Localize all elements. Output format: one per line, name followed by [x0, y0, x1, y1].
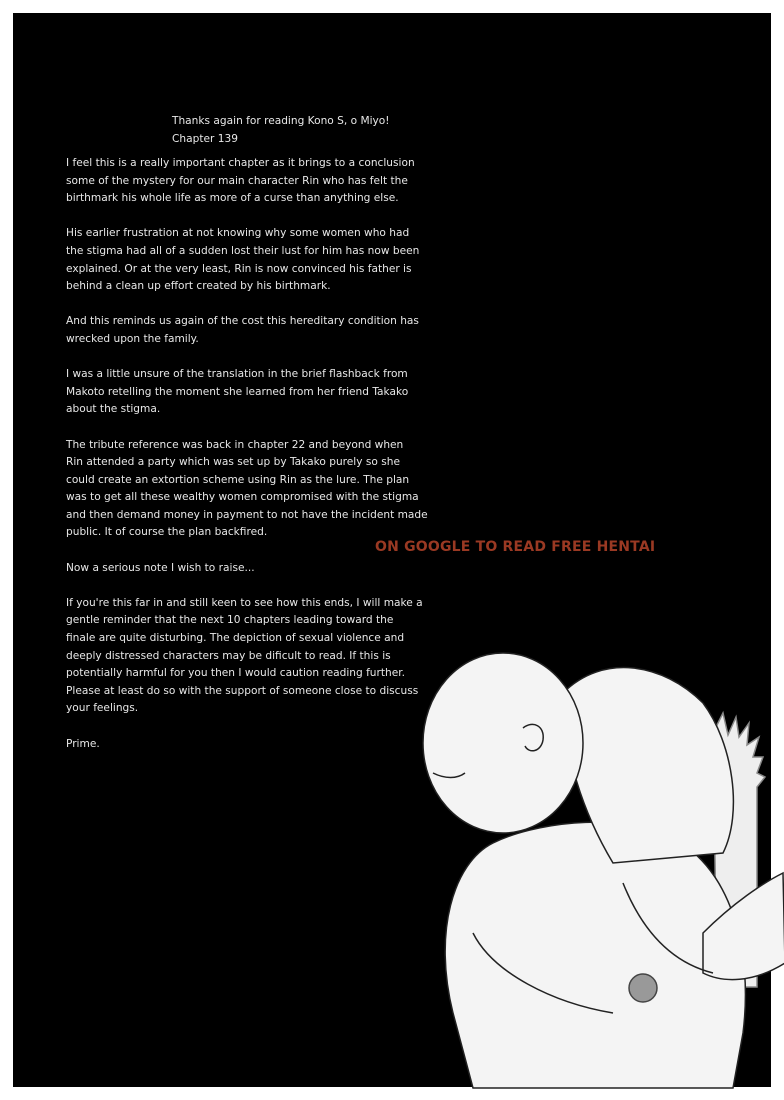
note-line: His earlier frustration at not knowing why some women who had: [66, 227, 410, 240]
note-line: and then demand money in payment to not have the incident made: [66, 508, 428, 521]
note-line: some of the mystery for our main character Rin who has felt the: [66, 174, 408, 187]
note-line: Please at least do so with the support of someone close to discuss: [66, 684, 419, 697]
note-line: about the stigma.: [66, 403, 161, 416]
note-line: behind a clean up effort created by his birthmark.: [66, 280, 331, 293]
note-line: the stigma had all of a sudden lost their lust for him has now been: [66, 244, 420, 257]
note-paragraph: [66, 366, 428, 419]
note-line: deeply distressed characters may be dificult to read. If this is: [66, 649, 391, 662]
note-line: gentle reminder that the next 10 chapters leading toward the: [66, 614, 394, 627]
note-line: could create an extortion scheme using Rin as the lure. The plan: [66, 473, 410, 486]
note-line: explained. Or at the very least, Rin is now convinced his father is: [66, 262, 412, 275]
note-line: wrecked upon the family.: [66, 332, 199, 345]
note-line: I was a little unsure of the translation in the brief flashback from: [66, 368, 408, 381]
note-line: your feelings.: [66, 702, 139, 715]
note-paragraph: [66, 560, 428, 578]
heading-chapter: Chapter 139: [172, 132, 238, 145]
note-line: finale are quite disturbing. The depiction of sexual violence and: [66, 632, 405, 645]
note-line: Now a serious note I wish to raise...: [66, 561, 255, 574]
note-paragraph: [66, 313, 428, 348]
note-line: public. It of course the plan backfired.: [66, 526, 268, 539]
note-line: Makoto retelling the moment she learned from her friend Takako: [66, 385, 409, 398]
note-line: And this reminds us again of the cost this hereditary condition has: [66, 315, 419, 328]
note-line: potentially harmful for you then I would caution reading further.: [66, 667, 406, 680]
note-line: birthmark his whole life as more of a curse than anything else.: [66, 192, 399, 205]
note-heading: [172, 113, 390, 148]
note-line: The tribute reference was back in chapter 22 and beyond when: [66, 438, 404, 451]
note-paragraph: [66, 437, 428, 543]
note-paragraph: [66, 595, 428, 718]
note-paragraph: [66, 225, 428, 295]
watermark: ON GOOGLE TO READ FREE HENTAI: [375, 539, 656, 555]
note-line: If you're this far in and still keen to see how this ends, I will make a: [66, 596, 423, 609]
baby-illustration: [413, 633, 784, 1093]
note-paragraph: [66, 736, 428, 754]
note-line: Prime.: [66, 737, 100, 750]
note-paragraph: [66, 155, 428, 208]
note-line: I feel this is a really important chapter as it brings to a conclusion: [66, 157, 415, 169]
heading-title: Thanks again for reading Kono S, o Miyo!: [172, 115, 390, 127]
note-line: Rin attended a party which was set up by Takako purely so she: [66, 456, 401, 469]
note-line: was to get all these wealthy women compromised with the stigma: [66, 491, 419, 504]
translator-note: [66, 155, 428, 771]
